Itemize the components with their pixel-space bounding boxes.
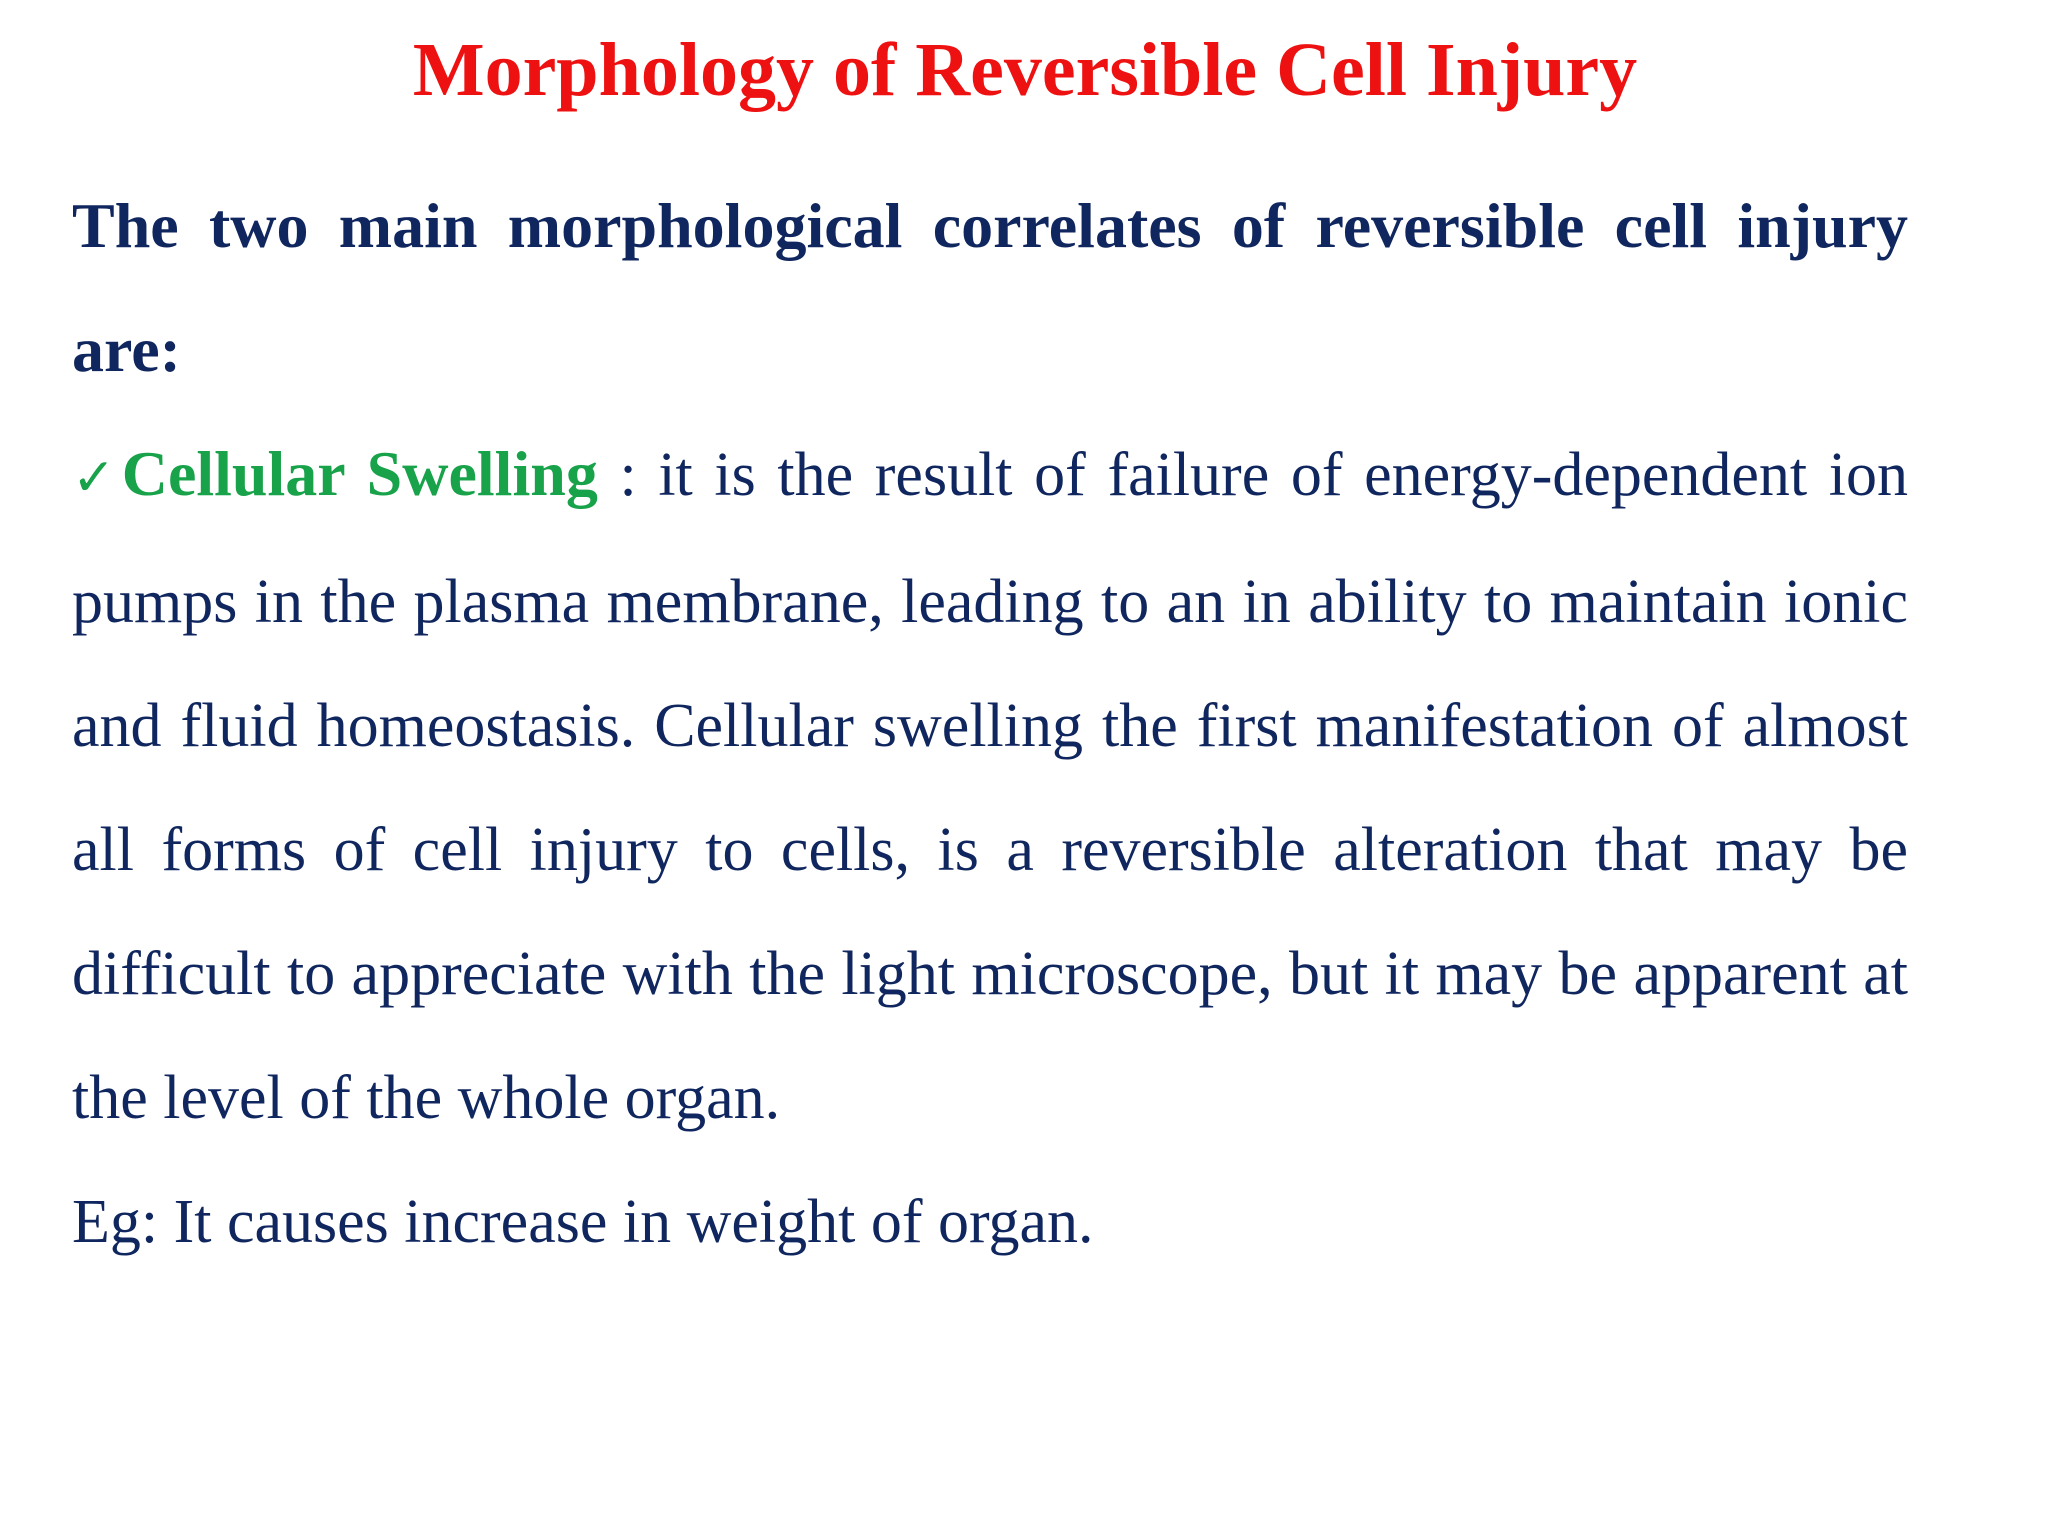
bullet-description: it is the result of failure of energy-dependent ion pumps in the plasma membrane, leading to an in ability to maintain ionic and fluid homeostasis. Cellular swelling the first manifestation of almost all forms of cell injury to cells, is a reversible alteration that may be difficult to appreciate with the light microscope, but it may be apparent at the level of the whole organ. bbox=[72, 441, 1908, 1132]
example-text: Eg: It causes increase in weight of organ. bbox=[72, 1188, 1094, 1256]
check-mark-icon: ✓ bbox=[72, 448, 122, 508]
slide-title: Morphology of Reversible Cell Injury bbox=[412, 28, 1638, 112]
bullet-separator: : bbox=[597, 441, 659, 509]
intro-text: The two main morphological correlates of reversible cell injury are: bbox=[72, 190, 1908, 385]
bullet-term: Cellular Swelling bbox=[121, 438, 598, 509]
bullet-cellular-swelling bbox=[72, 412, 1908, 1160]
